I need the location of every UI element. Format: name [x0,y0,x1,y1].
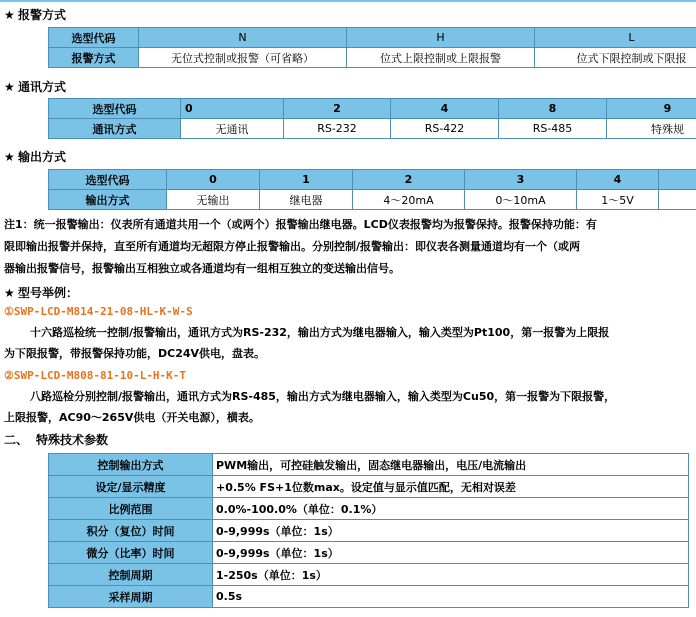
comm-mode-8: RS-485 [499,119,607,139]
output-code-1: 1 [260,170,353,190]
comm-table [48,98,696,139]
output-table [48,169,696,210]
star-icon: ★ [4,286,15,300]
example-2-line-2: 上限报警，AC90～265V供电（开关电源），横表。 [4,411,260,424]
param-key: 控制输出方式 [49,454,213,476]
comm-mode-0: 无通讯 [181,119,284,139]
param-key: 积分（复位）时间 [49,520,213,542]
param-key: 比例范围 [49,498,213,520]
alarm-table [48,27,696,68]
param-row [49,454,689,476]
output-mode-extra [659,190,696,210]
comm-code-label: 选型代码 [49,99,181,119]
output-code-4: 4 [577,170,659,190]
output-mode-0: 无输出 [167,190,260,210]
comm-mode-label: 通讯方式 [49,119,181,139]
output-code-3: 3 [465,170,577,190]
comm-code-0: 0 [181,99,284,119]
param-row [49,564,689,586]
alarm-mode-label: 报警方式 [49,48,139,68]
alarm-code-l: L [535,28,696,48]
star-icon: ★ [4,8,15,22]
alarm-code-label: 选型代码 [49,28,139,48]
special-params-table [48,453,689,608]
alarm-heading: ★ 报警方式 [4,8,67,22]
comm-code-4: 4 [391,99,499,119]
example-2-line-1: 八路巡检分别控制/报警输出，通讯方式为RS-485，输出方式为继电器输入，输入类型为Cu50，第一报警为下限报警， [30,390,616,403]
param-row [49,520,689,542]
comm-code-9: 9 [607,99,696,119]
comm-mode-9: 特殊规 [607,119,696,139]
example-1-line-2: 为下限报警，带报警保持功能，DC24V供电，盘表。 [4,347,266,360]
param-row [49,542,689,564]
comm-code-8: 8 [499,99,607,119]
example-2-model: ②SWP-LCD-M808-81-10-L-H-K-T [4,369,187,382]
special-heading: 二、 特殊技术参数 [4,433,109,447]
alarm-code-n: N [139,28,347,48]
output-code-2: 2 [353,170,465,190]
comm-mode-2: RS-232 [284,119,391,139]
param-value: +0.5% FS+1位数max。设定值与显示值匹配，无相对误差 [213,476,689,498]
output-mode-label: 输出方式 [49,190,167,210]
param-value: PWM输出，可控硅触发输出，固态继电器输出，电压/电流输出 [213,454,689,476]
comm-mode-4: RS-422 [391,119,499,139]
alarm-mode-n: 无位式控制或报警（可省略） [139,48,347,68]
param-value: 0.5s [213,586,689,608]
alarm-mode-l: 位式下限控制或下限报 [535,48,696,68]
param-value: 0.0%-100.0%（单位：0.1%） [213,498,689,520]
param-key: 采样周期 [49,586,213,608]
example-1-model: ①SWP-LCD-M814-21-08-HL-K-W-S [4,305,193,318]
alarm-mode-h: 位式上限控制或上限报警 [347,48,535,68]
examples-heading: ★ 型号举例： [4,286,79,300]
param-row [49,498,689,520]
note-line-1: 注1：统一报警输出：仪表所有通道共用一个（或两个）报警输出继电器。LCD仪表报警均为报警保持。报警保持功能：有 [4,218,597,231]
output-code-label: 选型代码 [49,170,167,190]
top-border [0,0,696,2]
output-code-0: 0 [167,170,260,190]
output-code-extra [659,170,696,190]
star-icon: ★ [4,80,15,94]
comm-code-2: 2 [284,99,391,119]
note-line-3: 器输出报警信号，报警输出互相独立或各通道均有一组相互独立的变送输出信号。 [4,262,400,275]
param-key: 设定/显示精度 [49,476,213,498]
comm-heading: ★ 通讯方式 [4,80,67,94]
star-icon: ★ [4,150,15,164]
param-value: 1-250s（单位：1s） [213,564,689,586]
param-row [49,586,689,608]
output-mode-4: 1～5V [577,190,659,210]
output-heading: ★ 输出方式 [4,150,67,164]
output-mode-2: 4～20mA [353,190,465,210]
param-key: 控制周期 [49,564,213,586]
param-row [49,476,689,498]
special-heading-number: 二、 [4,433,29,447]
note-line-2: 限即输出报警并保持，直至所有通道均无超限方停止报警输出。分别控制/报警输出：即仪表各测量通道均有一个（或两 [4,240,581,253]
param-value: 0-9,999s（单位：1s） [213,542,689,564]
param-key: 微分（比率）时间 [49,542,213,564]
output-mode-1: 继电器 [260,190,353,210]
output-mode-3: 0～10mA [465,190,577,210]
param-value: 0-9,999s（单位：1s） [213,520,689,542]
alarm-code-h: H [347,28,535,48]
example-1-line-1: 十六路巡检统一控制/报警输出，通讯方式为RS-232，输出方式为继电器输入，输入类型为Pt100，第一报警为上限报 [30,326,610,339]
